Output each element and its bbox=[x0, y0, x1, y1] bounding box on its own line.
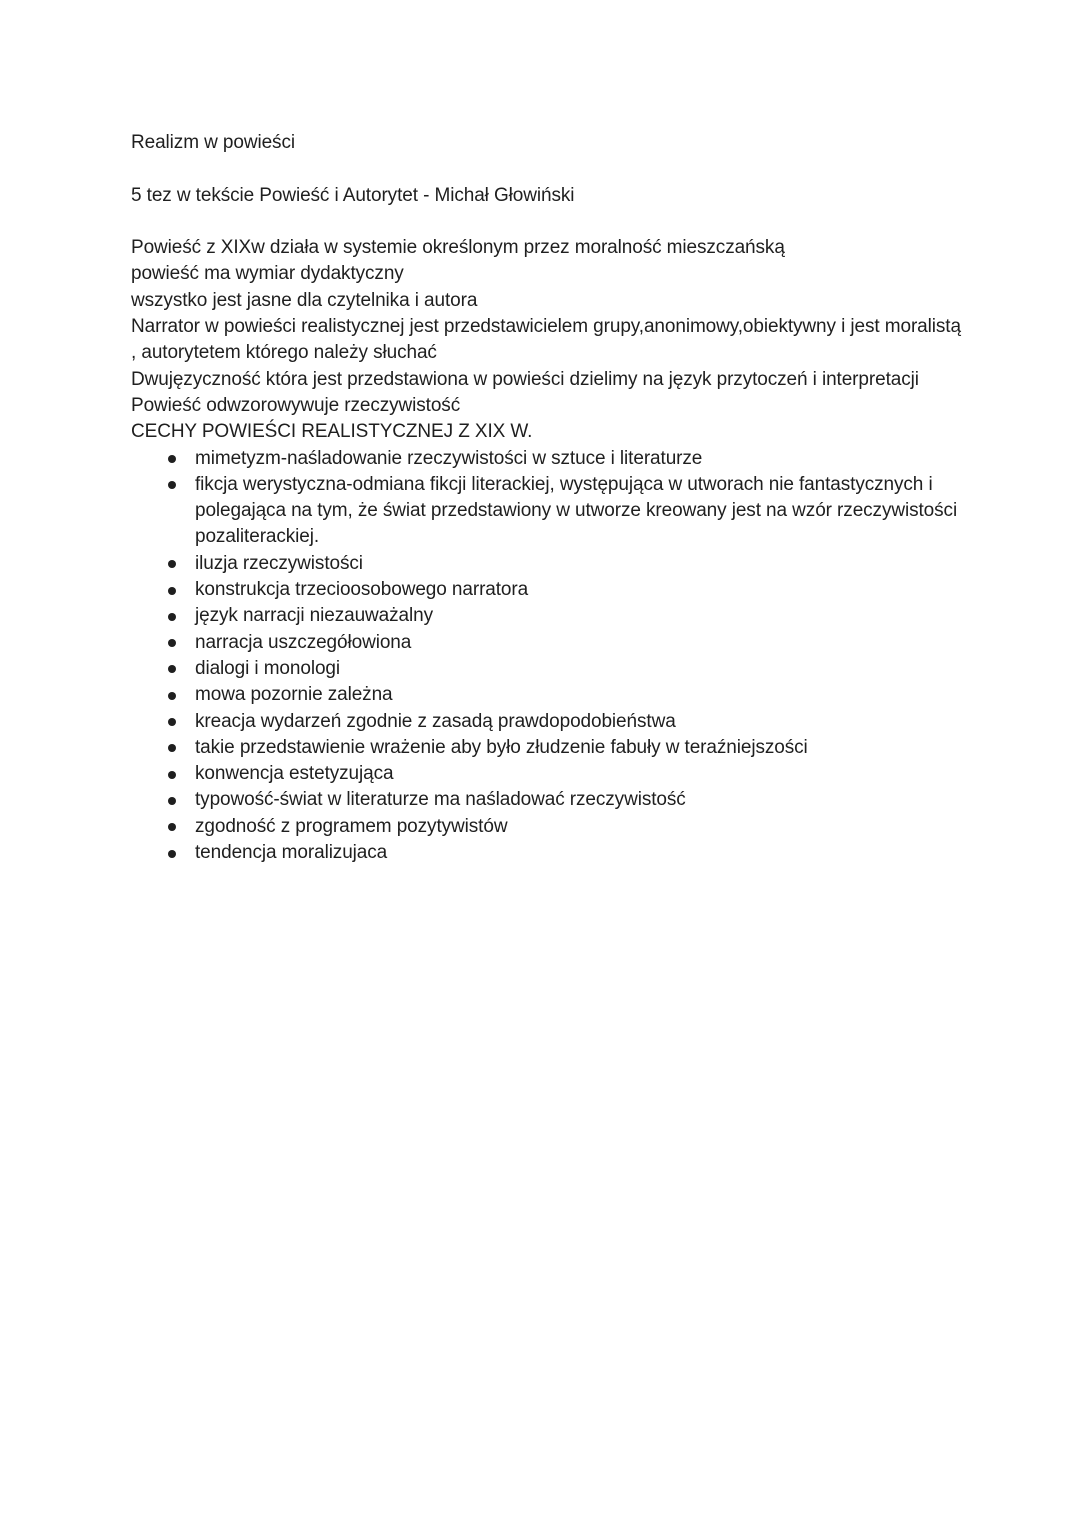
list-item bbox=[131, 709, 961, 735]
document-subtitle: 5 tez w tekście Powieść i Autorytet - Michał Głowiński bbox=[131, 184, 575, 206]
thesis-line: Narrator w powieści realistycznej jest przedstawicielem grupy,anonimowy,obiektywny i jest moralistą , autorytetem którego należy słuchać bbox=[131, 316, 961, 364]
list-item-text: fikcja werystyczna-odmiana fikcji literackiej, występująca w utworach nie fantastycznych i polegająca na tym, że świat przedstawiony w utworze kreowany jest na wzór rzeczywistości pozaliterackiej. bbox=[195, 473, 958, 548]
bullet-icon bbox=[168, 613, 176, 621]
bullet-icon bbox=[168, 797, 176, 805]
bullet-icon bbox=[168, 639, 176, 647]
list-item-text: typowość-świat w literaturze ma naśladować rzeczywistość bbox=[195, 789, 686, 811]
bullet-icon bbox=[168, 560, 176, 568]
document-title: Realizm w powieści bbox=[131, 132, 295, 153]
list-item bbox=[131, 656, 961, 682]
list-item-text: takie przedstawienie wrażenie aby było złudzenie fabuły w teraźniejszości bbox=[195, 736, 808, 758]
list-item-text: zgodność z programem pozytywistów bbox=[195, 815, 508, 837]
thesis-line: wszystko jest jasne dla czytelnika i autora bbox=[131, 289, 478, 311]
list-item-text: mowa pozornie zależna bbox=[195, 684, 393, 706]
list-item-text: iluzja rzeczywistości bbox=[195, 552, 363, 574]
list-item bbox=[131, 603, 961, 629]
thesis-line: Powieść odwzorowywuje rzeczywistość bbox=[131, 394, 461, 416]
list-item bbox=[131, 577, 961, 603]
thesis-line: Powieść z XIXw działa w systemie określonym przez moralność mieszczańską bbox=[131, 237, 785, 259]
list-item bbox=[131, 761, 961, 787]
bullet-icon bbox=[168, 665, 176, 673]
bullet-icon bbox=[168, 718, 176, 726]
document-body bbox=[131, 130, 961, 866]
list-item bbox=[131, 630, 961, 656]
bullet-icon bbox=[168, 481, 176, 489]
list-item-text: mimetyzm-naśladowanie rzeczywistości w sztuce i literaturze bbox=[195, 447, 703, 469]
list-item-text: konstrukcja trzecioosobowego narratora bbox=[195, 579, 529, 601]
spacer bbox=[131, 209, 961, 235]
list-item-text: język narracji niezauważalny bbox=[195, 605, 433, 627]
features-heading: CECHY POWIEŚCI REALISTYCZNEJ Z XIX W. bbox=[131, 421, 533, 443]
list-item bbox=[131, 735, 961, 761]
theses-block bbox=[131, 235, 961, 419]
bullet-icon bbox=[168, 455, 176, 463]
list-item bbox=[131, 787, 961, 813]
list-item-text: konwencja estetyzująca bbox=[195, 763, 394, 785]
thesis-line: Dwujęzyczność która jest przedstawiona w powieści dzielimy na język przytoczeń i interpretacji bbox=[131, 368, 919, 390]
bullet-icon bbox=[168, 587, 176, 595]
list-item bbox=[131, 814, 961, 840]
list-item bbox=[131, 446, 961, 472]
bullet-icon bbox=[168, 771, 176, 779]
bullet-icon bbox=[168, 823, 176, 831]
features-list bbox=[131, 446, 961, 867]
bullet-icon bbox=[168, 850, 176, 858]
list-item bbox=[131, 551, 961, 577]
list-item-text: dialogi i monologi bbox=[195, 657, 341, 679]
list-item bbox=[131, 472, 961, 551]
bullet-icon bbox=[168, 744, 176, 752]
list-item bbox=[131, 682, 961, 708]
list-item-text: kreacja wydarzeń zgodnie z zasadą prawdopodobieństwa bbox=[195, 710, 676, 732]
thesis-line: powieść ma wymiar dydaktyczny bbox=[131, 263, 404, 285]
list-item-text: tendencja moralizujaca bbox=[195, 842, 388, 864]
bullet-icon bbox=[168, 692, 176, 700]
list-item bbox=[131, 840, 961, 866]
spacer bbox=[131, 156, 961, 182]
list-item-text: narracja uszczegółowiona bbox=[195, 631, 412, 653]
